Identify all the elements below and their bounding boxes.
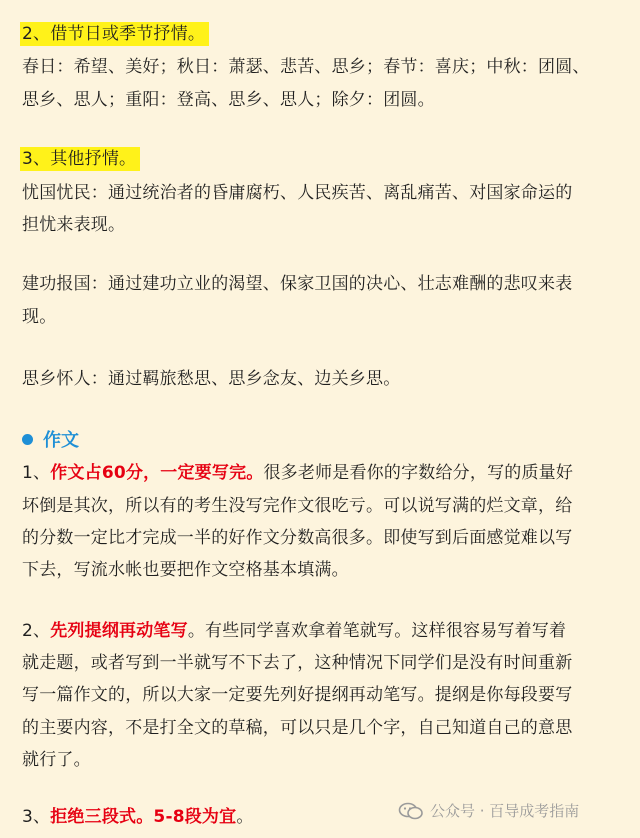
watermark-text: 公众号 · 百导成考指南 [430, 802, 580, 820]
text-line: 3、拒绝三段式。5-8段为宜。 [22, 807, 254, 827]
text-line: 写一篇作文的，所以大家一定要先列好提纲再动笔写。提纲是你每段要写 [22, 685, 573, 705]
text-line: 担忧来表现。 [22, 215, 126, 235]
text-line: 建功报国：通过建功立业的渴望、保家卫国的决心、壮志难酬的悲叹来表 [22, 274, 573, 294]
text-line: 春日：希望、美好；秋日：萧瑟、悲苦、思乡；春节：喜庆；中秋：团圆、 [22, 57, 590, 77]
text-line: 思乡、思人；重阳：登高、思乡、思人；除夕：团圆。 [22, 90, 435, 110]
section-heading-2: 2、借节日或季节抒情。 [22, 22, 209, 46]
text-line: 的分数一定比才完成一半的好作文分数高很多。即使写到后面感觉难以写 [22, 528, 573, 548]
section-heading-3: 3、其他抒情。 [22, 147, 140, 171]
text-line: 思乡怀人：通过羁旅愁思、思乡念友、边关乡思。 [22, 369, 401, 389]
text-line: 2、先列提纲再动笔写。有些同学喜欢拿着笔就写。这样很容易写着写着 [22, 621, 567, 641]
wechat-icon [398, 802, 424, 820]
bullet-dot-icon [22, 434, 33, 445]
watermark [398, 800, 579, 821]
text-line: 就走题，或者写到一半就写不下去了，这种情况下同学们是没有时间重新 [22, 653, 573, 673]
text-line: 1、作文占60分，一定要写完。很多老师是看你的字数给分，写的质量好 [22, 463, 574, 483]
text-line: 忧国忧民：通过统治者的昏庸腐朽、人民疾苦、离乱痛苦、对国家命运的 [22, 183, 573, 203]
text-line: 就行了。 [22, 750, 91, 770]
text-line: 坏倒是其次，所以有的考生没写完作文很吃亏。可以说写满的烂文章，给 [22, 496, 573, 516]
text-line: 的主要内容，不是打全文的草稿，可以只是几个字，自己知道自己的意思 [22, 718, 573, 738]
section-title-essay: 作文 [22, 428, 79, 454]
text-line: 下去，写流水帐也要把作文空格基本填满。 [22, 560, 349, 580]
text-line: 现。 [22, 307, 57, 327]
